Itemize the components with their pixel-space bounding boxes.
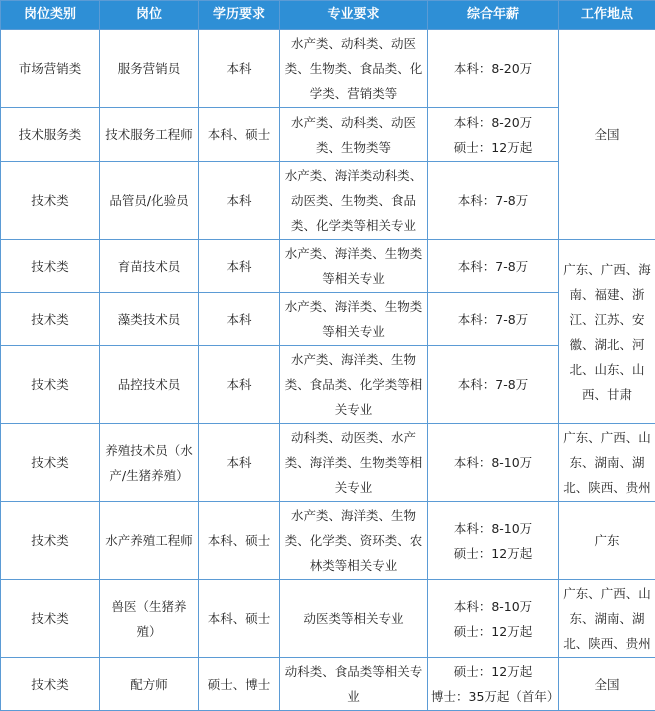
cell-position: 技术服务工程师 bbox=[100, 108, 199, 162]
header-major: 专业要求 bbox=[280, 1, 428, 30]
cell-category: 市场营销类 bbox=[1, 30, 100, 108]
salary-line: 本科：8-10万 bbox=[431, 516, 555, 541]
cell-major: 水产类、动科类、动医类、生物类、食品类、化学类、营销类等 bbox=[280, 30, 428, 108]
table-row bbox=[1, 658, 655, 711]
salary-line: 硕士：12万起 bbox=[431, 135, 555, 160]
cell-education: 本科 bbox=[199, 346, 280, 424]
salary-line: 本科：7-8万 bbox=[431, 254, 555, 279]
cell-category: 技术类 bbox=[1, 502, 100, 580]
header-position: 岗位 bbox=[100, 1, 199, 30]
table-row bbox=[1, 580, 655, 658]
cell-category: 技术服务类 bbox=[1, 108, 100, 162]
cell-category: 技术类 bbox=[1, 240, 100, 293]
cell-salary bbox=[428, 580, 559, 658]
cell-education: 本科 bbox=[199, 162, 280, 240]
cell-salary bbox=[428, 293, 559, 346]
cell-location: 广东、广西、山东、湖南、湖北、陕西、贵州 bbox=[559, 424, 655, 502]
cell-salary bbox=[428, 240, 559, 293]
cell-major: 水产类、海洋类、生物类等相关专业 bbox=[280, 240, 428, 293]
cell-location: 广东 bbox=[559, 502, 655, 580]
cell-education: 本科、硕士 bbox=[199, 108, 280, 162]
cell-salary bbox=[428, 30, 559, 108]
cell-major: 动科类、动医类、水产类、海洋类、生物类等相关专业 bbox=[280, 424, 428, 502]
cell-position: 养殖技术员（水产/生猪养殖） bbox=[100, 424, 199, 502]
table-row bbox=[1, 162, 655, 240]
cell-education: 本科 bbox=[199, 293, 280, 346]
cell-salary bbox=[428, 108, 559, 162]
header-row bbox=[1, 1, 655, 30]
header-category: 岗位类别 bbox=[1, 1, 100, 30]
header-salary: 综合年薪 bbox=[428, 1, 559, 30]
cell-position: 品管员/化验员 bbox=[100, 162, 199, 240]
salary-line: 硕士：12万起 bbox=[431, 619, 555, 644]
cell-position: 藻类技术员 bbox=[100, 293, 199, 346]
cell-major: 动医类等相关专业 bbox=[280, 580, 428, 658]
cell-category: 技术类 bbox=[1, 346, 100, 424]
cell-major: 水产类、海洋类、生物类等相关专业 bbox=[280, 293, 428, 346]
table-row bbox=[1, 502, 655, 580]
cell-category: 技术类 bbox=[1, 162, 100, 240]
cell-category: 技术类 bbox=[1, 293, 100, 346]
table-row bbox=[1, 108, 655, 162]
salary-line: 本科：8-20万 bbox=[431, 56, 555, 81]
table-row bbox=[1, 293, 655, 346]
cell-salary bbox=[428, 162, 559, 240]
salary-line: 本科：7-8万 bbox=[431, 372, 555, 397]
cell-location: 全国 bbox=[559, 658, 655, 711]
cell-major: 水产类、海洋类动科类、动医类、生物类、食品类、化学类等相关专业 bbox=[280, 162, 428, 240]
cell-location: 全国 bbox=[559, 30, 655, 240]
cell-education: 硕士、博士 bbox=[199, 658, 280, 711]
cell-education: 本科、硕士 bbox=[199, 580, 280, 658]
salary-line: 本科：8-20万 bbox=[431, 110, 555, 135]
cell-salary bbox=[428, 346, 559, 424]
cell-position: 服务营销员 bbox=[100, 30, 199, 108]
cell-major: 水产类、海洋类、生物类、化学类、资环类、农林类等相关专业 bbox=[280, 502, 428, 580]
table-row bbox=[1, 240, 655, 293]
cell-position: 水产养殖工程师 bbox=[100, 502, 199, 580]
salary-line: 本科：8-10万 bbox=[431, 450, 555, 475]
cell-salary bbox=[428, 424, 559, 502]
cell-location: 广东、广西、山东、湖南、湖北、陕西、贵州 bbox=[559, 580, 655, 658]
cell-position: 配方师 bbox=[100, 658, 199, 711]
cell-position: 品控技术员 bbox=[100, 346, 199, 424]
cell-position: 育苗技术员 bbox=[100, 240, 199, 293]
salary-line: 硕士：12万起 bbox=[431, 541, 555, 566]
table-row bbox=[1, 424, 655, 502]
cell-category: 技术类 bbox=[1, 424, 100, 502]
header-education: 学历要求 bbox=[199, 1, 280, 30]
salary-line: 本科：7-8万 bbox=[431, 188, 555, 213]
salary-line: 硕士：12万起 bbox=[431, 659, 555, 684]
cell-major: 水产类、海洋类、生物类、食品类、化学类等相关专业 bbox=[280, 346, 428, 424]
cell-position: 兽医（生猪养殖） bbox=[100, 580, 199, 658]
table-row bbox=[1, 30, 655, 108]
cell-location: 广东、广西、海南、福建、浙江、江苏、安徽、湖北、河北、山东、山西、甘肃 bbox=[559, 240, 655, 424]
cell-major: 水产类、动科类、动医类、生物类等 bbox=[280, 108, 428, 162]
header-location: 工作地点 bbox=[559, 1, 655, 30]
cell-salary bbox=[428, 502, 559, 580]
salary-line: 本科：7-8万 bbox=[431, 307, 555, 332]
cell-salary bbox=[428, 658, 559, 711]
cell-education: 本科 bbox=[199, 30, 280, 108]
salary-line: 本科：8-10万 bbox=[431, 594, 555, 619]
cell-major: 动科类、食品类等相关专业 bbox=[280, 658, 428, 711]
salary-line: 博士：35万起（首年） bbox=[431, 684, 555, 709]
cell-category: 技术类 bbox=[1, 658, 100, 711]
cell-education: 本科 bbox=[199, 240, 280, 293]
cell-category: 技术类 bbox=[1, 580, 100, 658]
cell-education: 本科 bbox=[199, 424, 280, 502]
cell-education: 本科、硕士 bbox=[199, 502, 280, 580]
table-row bbox=[1, 346, 655, 424]
